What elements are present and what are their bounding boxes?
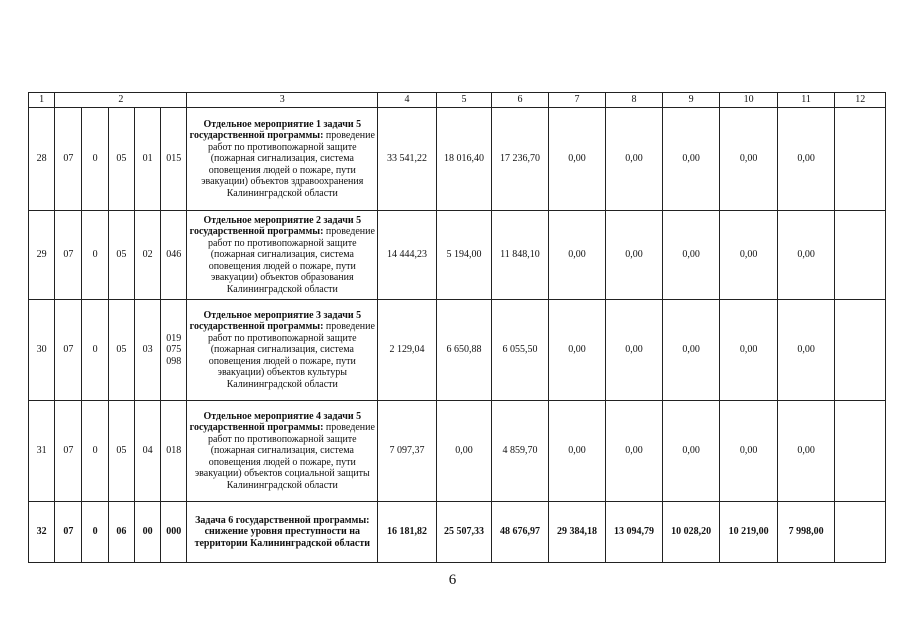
value-cell: 48 676,97 — [492, 502, 549, 563]
value-cell: 0,00 — [777, 211, 835, 300]
row-number: 30 — [29, 300, 55, 401]
value-cell: 2 129,04 — [378, 300, 437, 401]
table-row — [29, 300, 886, 401]
code-cell: 07 — [55, 401, 82, 502]
code-cell: 019 075 098 — [161, 300, 187, 401]
value-cell: 0,00 — [777, 401, 835, 502]
header-cell: 7 — [548, 93, 606, 108]
value-cell: 0,00 — [662, 108, 720, 211]
code-cell: 046 — [161, 211, 187, 300]
value-cell: 10 219,00 — [720, 502, 778, 563]
code-cell: 015 — [161, 108, 187, 211]
header-cell: 11 — [777, 93, 835, 108]
code-cell: 05 — [108, 401, 134, 502]
value-cell: 7 097,37 — [378, 401, 437, 502]
code-cell: 07 — [55, 211, 82, 300]
description-cell — [187, 211, 378, 300]
header-cell: 12 — [835, 93, 886, 108]
code-cell: 0 — [82, 401, 108, 502]
description-cell — [187, 502, 378, 563]
description-title: Отдельное мероприятие 3 задачи 5 государственной программы: — [189, 309, 362, 333]
row-number: 32 — [29, 502, 55, 563]
value-cell: 6 650,88 — [436, 300, 492, 401]
value-cell: 10 028,20 — [662, 502, 720, 563]
value-cell: 14 444,23 — [378, 211, 437, 300]
code-cell: 05 — [108, 108, 134, 211]
code-cell: 018 — [161, 401, 187, 502]
value-cell: 11 848,10 — [492, 211, 549, 300]
description-title: Отдельное мероприятие 2 задачи 5 государственной программы: — [189, 214, 362, 238]
code-cell: 06 — [108, 502, 134, 563]
table-header-row — [29, 93, 886, 108]
budget-table — [28, 92, 886, 563]
table-row — [29, 108, 886, 211]
page-number: 6 — [448, 572, 457, 588]
value-cell: 0,00 — [720, 401, 778, 502]
row-number: 29 — [29, 211, 55, 300]
value-cell: 0,00 — [662, 401, 720, 502]
value-cell: 0,00 — [548, 108, 606, 211]
value-cell — [835, 211, 886, 300]
header-cell: 4 — [378, 93, 437, 108]
header-cell: 9 — [662, 93, 720, 108]
code-cell: 04 — [134, 401, 160, 502]
value-cell: 0,00 — [606, 108, 663, 211]
header-cell: 2 — [55, 93, 187, 108]
value-cell: 4 859,70 — [492, 401, 549, 502]
value-cell: 0,00 — [606, 300, 663, 401]
value-cell: 13 094,79 — [606, 502, 663, 563]
value-cell: 0,00 — [662, 300, 720, 401]
header-cell: 5 — [436, 93, 492, 108]
code-cell: 07 — [55, 502, 82, 563]
code-cell: 0 — [82, 211, 108, 300]
code-cell: 000 — [161, 502, 187, 563]
code-cell: 07 — [55, 300, 82, 401]
description-text: проведение работ по противопожарной защите (пожарная сигнализация, система оповещения людей о пожаре, пути эвакуации) объектов образования Калининградской области — [207, 226, 375, 295]
value-cell: 0,00 — [777, 108, 835, 211]
value-cell: 0,00 — [720, 211, 778, 300]
code-cell: 0 — [82, 502, 108, 563]
value-cell: 16 181,82 — [378, 502, 437, 563]
value-cell: 17 236,70 — [492, 108, 549, 211]
code-cell: 03 — [134, 300, 160, 401]
code-cell: 05 — [108, 300, 134, 401]
value-cell — [835, 401, 886, 502]
value-cell: 0,00 — [548, 300, 606, 401]
value-cell: 29 384,18 — [548, 502, 606, 563]
description-cell — [187, 401, 378, 502]
description-text: проведение работ по противопожарной защите (пожарная сигнализация, система оповещения людей о пожаре, пути эвакуации) объектов социальной защиты Калининградской области — [194, 422, 375, 491]
description-title: Отдельное мероприятие 1 задачи 5 государственной программы: — [189, 118, 362, 142]
code-cell: 0 — [82, 300, 108, 401]
value-cell: 0,00 — [662, 211, 720, 300]
value-cell — [835, 300, 886, 401]
value-cell — [835, 502, 886, 563]
header-cell: 8 — [606, 93, 663, 108]
code-cell: 02 — [134, 211, 160, 300]
value-cell: 0,00 — [606, 401, 663, 502]
value-cell: 0,00 — [436, 401, 492, 502]
value-cell: 5 194,00 — [436, 211, 492, 300]
description-title: Отдельное мероприятие 4 задачи 5 государственной программы: — [189, 410, 362, 434]
code-cell: 00 — [134, 502, 160, 563]
table-row — [29, 211, 886, 300]
row-number: 28 — [29, 108, 55, 211]
description-title: Задача 6 государственной программы: снижение уровня преступности на территории Калининградской области — [194, 514, 371, 549]
value-cell: 33 541,22 — [378, 108, 437, 211]
value-cell — [835, 108, 886, 211]
header-cell: 6 — [492, 93, 549, 108]
description-text: проведение работ по противопожарной защите (пожарная сигнализация, система оповещения людей о пожаре, пути эвакуации) объектов культуры Калининградской области — [207, 321, 375, 390]
value-cell: 18 016,40 — [436, 108, 492, 211]
value-cell: 0,00 — [720, 108, 778, 211]
code-cell: 01 — [134, 108, 160, 211]
value-cell: 0,00 — [720, 300, 778, 401]
table-row — [29, 502, 886, 563]
row-number: 31 — [29, 401, 55, 502]
value-cell: 0,00 — [548, 401, 606, 502]
value-cell: 25 507,33 — [436, 502, 492, 563]
value-cell: 6 055,50 — [492, 300, 549, 401]
value-cell: 0,00 — [777, 300, 835, 401]
table-row — [29, 401, 886, 502]
value-cell: 0,00 — [548, 211, 606, 300]
code-cell: 0 — [82, 108, 108, 211]
header-cell: 1 — [29, 93, 55, 108]
description-text: проведение работ по противопожарной защите (пожарная сигнализация, система оповещения людей о пожаре, пути эвакуации) объектов здравоохранения Калининградской области — [201, 130, 375, 199]
value-cell: 0,00 — [606, 211, 663, 300]
value-cell: 7 998,00 — [777, 502, 835, 563]
description-cell — [187, 300, 378, 401]
code-cell: 05 — [108, 211, 134, 300]
code-cell: 07 — [55, 108, 82, 211]
description-cell — [187, 108, 378, 211]
header-cell: 10 — [720, 93, 778, 108]
header-cell: 3 — [187, 93, 378, 108]
